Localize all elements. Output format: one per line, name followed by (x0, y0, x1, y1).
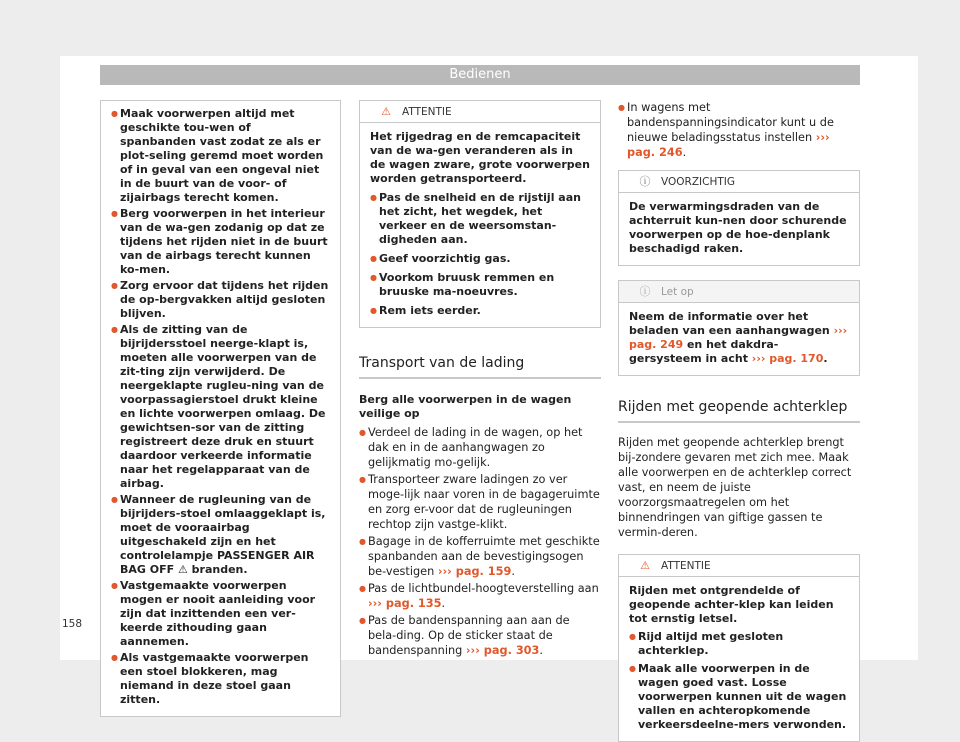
warning-triangle-icon: ⚠ (381, 104, 391, 118)
item-text: In wagens met bandenspanningsindicator kunt u de nieuwe beladingsstatus instellen (627, 101, 834, 144)
info-icon: ⓘ (639, 284, 651, 298)
middle-column (359, 100, 601, 658)
subtitle: Berg alle voorwerpen in de wagen veilige op (359, 393, 572, 420)
note-text: Neem de informatie over het beladen van een aanhangwagen ››› pag. 249 en het dakdra-gersysteem in acht ››› pag. 170. (629, 310, 848, 365)
list-item: ● Transporteer zware ladingen zo ver moge-lijk naar voren in de bagageruimte en zorg er-voor dat de rugleuningen rechtop zijn vastge-klikt. (359, 472, 601, 532)
note-text-part: en het dakdra-gersysteem in acht (629, 338, 779, 365)
page-link[interactable]: ››› pag. 159 (437, 565, 512, 578)
list-item: ● Wanneer de rugleuning van de bijrijders-stoel omlaaggeklapt is, moet de vooraairbag uitgeschakeld zijn en het controlelampje PASSENGER AIR BAG OFF ⚠ branden. (111, 493, 330, 577)
list-item: ● In wagens met bandenspanningsindicator kunt u de nieuwe beladingsstatus instellen ››› pag. 246. (618, 100, 860, 160)
attention-header (360, 101, 600, 123)
list-item: ● Voorkom bruusk remmen en bruuske ma-noeuvres. (370, 271, 590, 299)
item-text: Pas de bandenspanning aan aan de bela-ding. Op de sticker staat de bandenspanning (368, 614, 570, 657)
item-text: Pas de lichtbundel-hoogteverstelling aan (368, 582, 599, 595)
list-item: ● Rem iets eerder. (370, 304, 590, 318)
list-item: ● Zorg ervoor dat tijdens het rijden de op-bergvakken altijd gesloten blijven. (111, 279, 330, 321)
list-item: ● Pas de bandenspanning aan aan de bela-ding. Op de sticker staat de bandenspanning ››› pag. 303. (359, 613, 601, 658)
note-header (619, 281, 859, 303)
left-column (100, 100, 341, 717)
list-item: ● Bagage in de kofferruimte met geschikte spanbanden aan de bevestigingsogen be-vestigen ››› pag. 159. (359, 534, 601, 579)
page-header (100, 65, 860, 85)
list-item: ● Geef voorzichtig gas. (370, 252, 590, 266)
right-column (618, 100, 860, 742)
attention-label: ATTENTIE (661, 559, 711, 572)
page-link[interactable]: ››› pag. 249 (629, 324, 848, 351)
exclamation-circle-icon: ⓘ (639, 174, 651, 188)
list-item: ● Pas de snelheid en de rijstijl aan het zicht, het wegdek, het verkeer en de weersomstan-digheden aan. (370, 191, 590, 247)
caution-text: De verwarmingsdraden van de achterruit kun-nen door schurende voorwerpen op de hoe-denplank beschadigd raken. (629, 200, 847, 255)
caution-box (618, 170, 860, 266)
note-text-part: Neem de informatie over het beladen van een aanhangwagen (629, 310, 834, 337)
section-title-rear: Rijden met geopende achterklep (618, 400, 860, 423)
attention-intro: Rijden met ontgrendelde of geopende achter-klep kan leiden tot ernstig letsel. (629, 584, 834, 625)
attention-box-right (618, 554, 860, 742)
item-text: Bagage in de kofferruimte met geschikte spanbanden aan de bevestigingsogen be-vestigen (368, 535, 600, 578)
note-box (618, 280, 860, 376)
list-item: ● Als vastgemaakte voorwerpen een stoel blokkeren, mag niemand in deze stoel gaan zitten. (111, 651, 330, 707)
page-link[interactable]: ››› pag. 135 (368, 597, 442, 610)
note-label: Let op (661, 285, 694, 298)
page-link[interactable]: ››› pag. 303 (465, 644, 540, 657)
list-item: ● Vastgemaakte voorwerpen mogen er nooit aanleiding voor zijn dat inzittenden een ver-keerde zithouding gaan aannemen. (111, 579, 330, 649)
page-link[interactable]: ››› pag. 170 (751, 352, 824, 365)
page-number: 158 (62, 618, 83, 630)
list-item: ● Maak voorwerpen altijd met geschikte tou-wen of spanbanden vast zodat ze als er plot-seling geremd moet worden of in geval van een ongeval niet in de buurt van de voor- of zijairbags terecht komen. (111, 107, 330, 205)
list-item: ● Berg voorwerpen in het interieur van de wa-gen zodanig op dat ze tijdens het rijden niet in de buurt van de airbags terecht kunnen ko-men. (111, 207, 330, 277)
list-item: ● Maak alle voorwerpen in de wagen goed vast. Losse voorwerpen kunnen uit de wagen vallen en achteropkomende verkeersdeelne-mers verwonden. (629, 662, 849, 732)
warning-triangle-icon: ⚠ (640, 558, 650, 572)
list-item: ● Pas de lichtbundel-hoogteverstelling aan ››› pag. 135. (359, 581, 601, 611)
page-link[interactable]: ››› pag. 246 (627, 131, 830, 159)
caution-label: VOORZICHTIG (661, 175, 735, 188)
header-title: Bedienen (449, 67, 511, 82)
paragraph: Rijden met geopende achterklep brengt bij-zondere gevaren met zich mee. Maak alle voorwerpen en de achterklep correct vast, en neem de juiste voorzorgsmaatregelen om het binnendringen van giftige gassen te vermin-deren. (618, 436, 852, 539)
attention-label: ATTENTIE (402, 105, 452, 118)
section-title-transport: Transport van de lading (359, 356, 601, 379)
attention-box (359, 100, 601, 328)
caution-header (619, 171, 859, 193)
list-item: ● Rijd altijd met gesloten achterklep. (629, 630, 849, 658)
warning-box-left (100, 100, 341, 717)
attention-intro: Het rijgedrag en de remcapaciteit van de wa-gen veranderen als in de wagen zware, grote voorwerpen worden getransporteerd. (370, 130, 590, 185)
list-item: ● Als de zitting van de bijrijdersstoel neerge-klapt is, moeten alle voorwerpen van de zit-ting zijn verwijderd. De neergeklapte rugleu-ning van de voorpassagierstoel drukt kleine en lichte voorwerpen omlaag. De gewichtsen-sor van de zitting registreert deze druk en stuurt daardoor verkeerde informatie naar het regelapparaat van de airbag. (111, 323, 330, 491)
list-item: ● Verdeel de lading in de wagen, op het dak en in de aanhangwagen zo gelijkmatig mo-gelijk. (359, 425, 601, 470)
attention-header (619, 555, 859, 577)
